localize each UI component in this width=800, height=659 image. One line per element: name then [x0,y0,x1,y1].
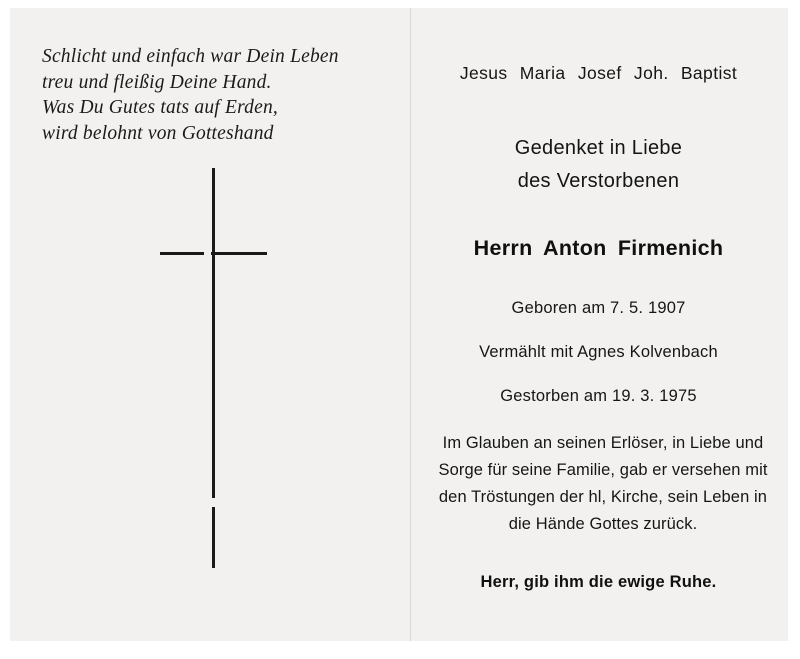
left-page [10,8,410,641]
cross-vertical-gap [212,498,215,507]
death-date: Gestorben am 19. 3. 1975 [500,387,697,405]
verse-line-1: Schlicht und einfach war Dein Leben [42,46,339,67]
cross-horizontal-bar [160,252,267,255]
memory-line-2: des Verstorbenen [517,170,680,192]
holy-names-line: Jesus Maria Josef Joh. Baptist [459,63,738,83]
cross-horizontal-gap [204,252,211,255]
right-page [410,8,787,641]
memory-heading [410,132,787,198]
memory-line-1: Gedenket in Liebe [514,137,683,159]
verse-block [42,44,392,146]
birth-date: Geboren am 7. 5. 1907 [511,299,686,317]
life-dates [410,286,787,418]
memorial-body-text: Im Glauben an seinen Erlöser, in Liebe und Sorge für seine Familie, gab er versehen mit den Tröstungen der hl, Kirche, sein Leben in die Hände Gottes zurück. [438,434,768,533]
verse-line-4: wird belohnt von Gotteshand [42,122,274,144]
verse-line-2: treu und fleißig Deine Hand. [42,71,272,93]
card-pages [10,8,788,641]
verse-line-3: Was Du Gutes tats auf Erden, [42,97,278,118]
cross-vertical-bar [212,168,215,568]
closing-prayer: Herr, gib ihm die ewige Ruhe. [480,573,717,591]
deceased-name: Herrn Anton Firmenich [473,236,724,260]
marriage-info: Vermählt mit Agnes Kolvenbach [479,343,718,361]
